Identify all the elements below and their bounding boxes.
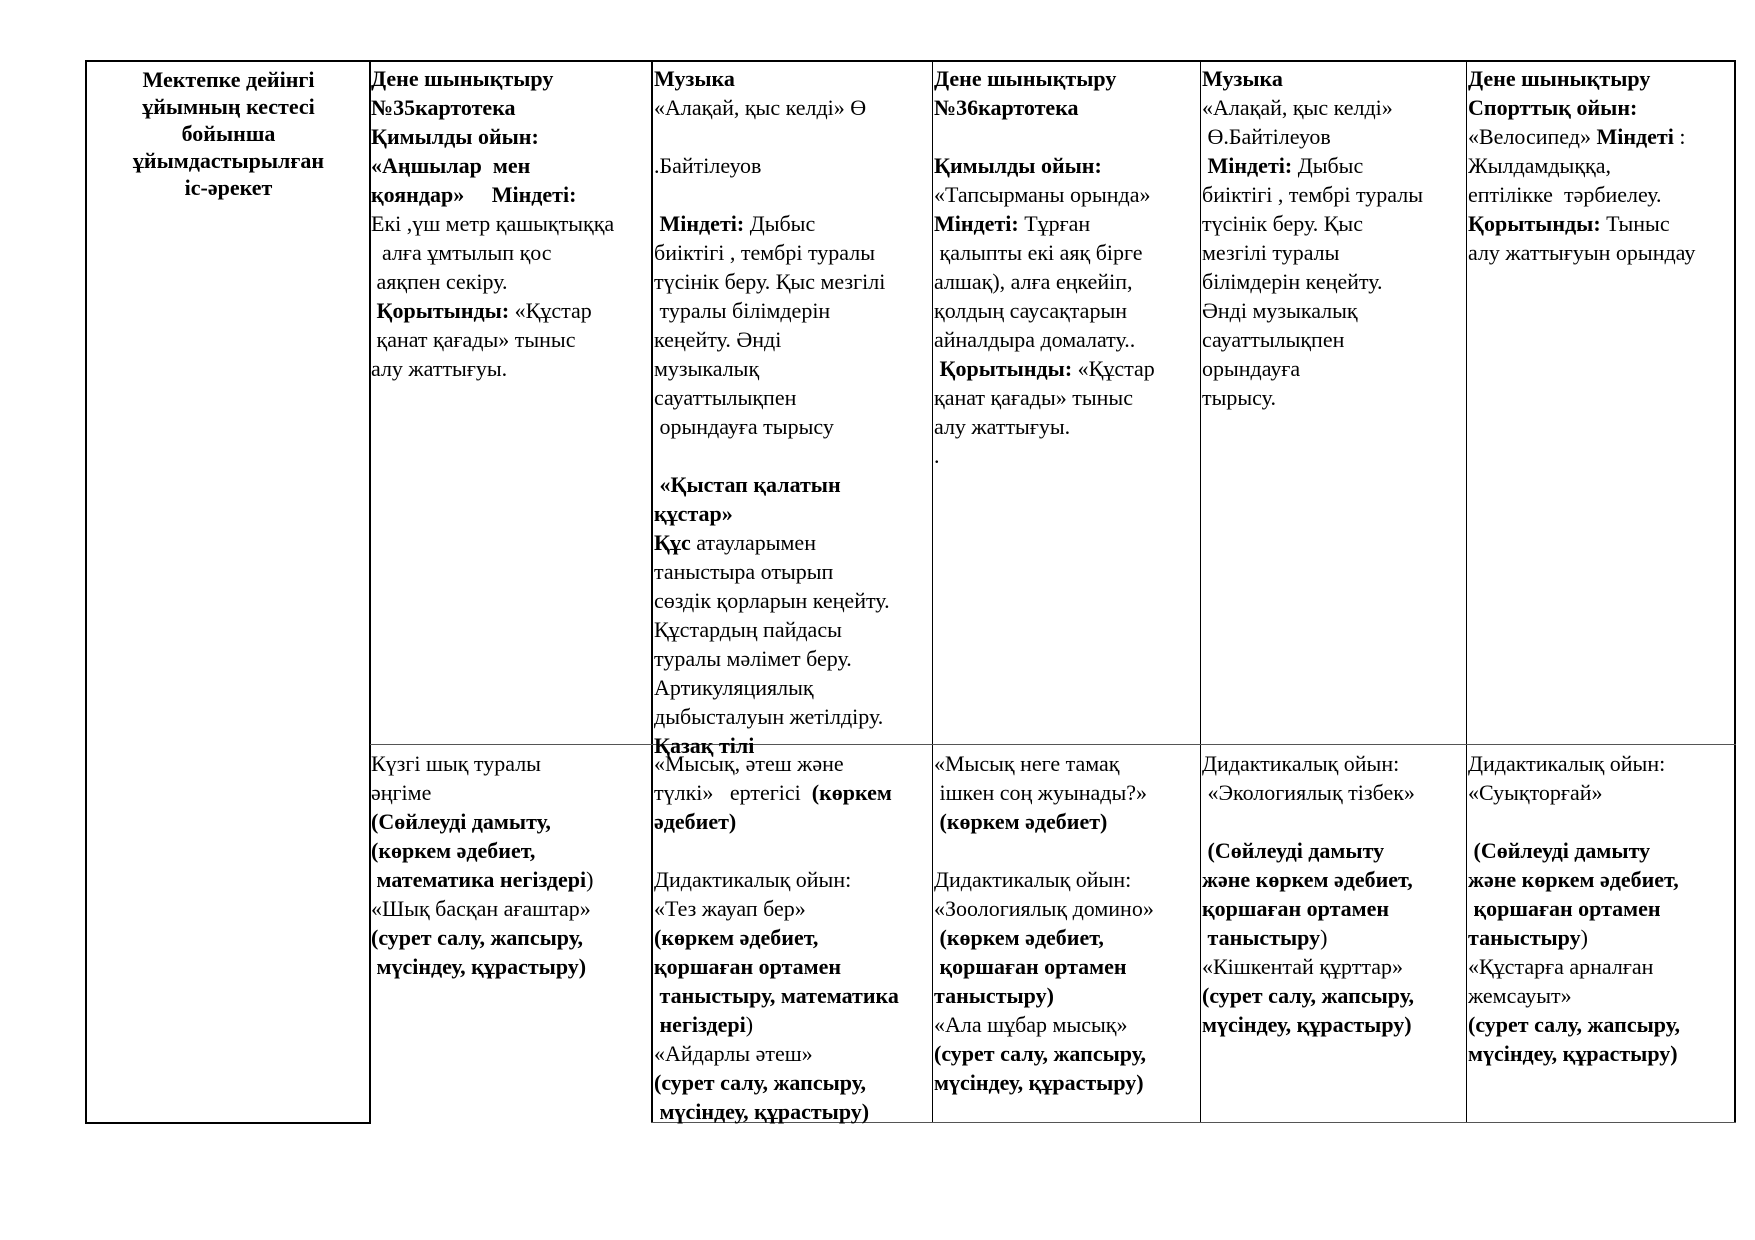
bold-text: (сурет салу, жапсыру, <box>934 1041 1146 1066</box>
bold-text: Спорттық ойын: <box>1468 95 1638 120</box>
text: алу жаттығуы. <box>934 414 1071 439</box>
cell-line <box>934 180 1199 209</box>
cell-line <box>1468 209 1732 238</box>
cell-line <box>371 122 651 151</box>
cell-line <box>1202 325 1465 354</box>
cell-line <box>371 238 651 267</box>
bold-text: (сурет салу, жапсыру, <box>371 925 583 950</box>
cell-line <box>654 644 931 673</box>
text: дыбысталуын жетілдіру. <box>654 704 884 729</box>
bold-text: қояндар» Міндеті: <box>371 182 577 207</box>
header-line: бойынша <box>181 121 276 146</box>
cell-line <box>654 296 931 325</box>
bold-text: (сурет салу, жапсыру, <box>654 1070 866 1095</box>
text: тырысу. <box>1202 385 1276 410</box>
cell-line <box>1202 238 1465 267</box>
bold-text: Музыка <box>1202 66 1283 91</box>
bold-text: әдебиет) <box>654 809 737 834</box>
cell-line <box>934 1010 1199 1039</box>
bold-text: қоршаған ортамен <box>654 954 842 979</box>
cell-line <box>371 836 651 865</box>
bold-text: таныстыру) <box>934 983 1054 1008</box>
cell-line <box>934 981 1199 1010</box>
bold-text: және көркем әдебиет, <box>1468 867 1679 892</box>
cell-line <box>654 702 931 731</box>
text: «Велосипед» <box>1468 124 1591 149</box>
text: Артикуляциялық <box>654 675 814 700</box>
cell-line <box>371 354 651 383</box>
cell-line <box>654 1010 931 1039</box>
bold-text: Міндеті: <box>654 211 745 236</box>
text: «Тапсырманы орында» <box>934 182 1151 207</box>
cell-line <box>1468 122 1732 151</box>
bold-text: мүсіндеу, құрастыру) <box>371 954 587 979</box>
text: «Құстар <box>509 298 592 323</box>
column-divider-5 <box>1466 60 1467 1123</box>
text: Тұрған <box>1018 211 1091 236</box>
bold-text: Міндеті: <box>1202 153 1293 178</box>
column-divider-2 <box>651 60 653 1123</box>
cell-line <box>654 528 931 557</box>
row2-col2-cell <box>654 749 931 1126</box>
cell-line <box>654 557 931 586</box>
cell-line <box>654 93 931 122</box>
cell-line <box>371 894 651 923</box>
text: ішкен соң жуынады?» <box>934 780 1148 805</box>
cell-line <box>1202 807 1465 836</box>
cell-line <box>1202 296 1465 325</box>
cell-line <box>654 470 931 499</box>
cell-line <box>654 894 931 923</box>
text: Дидактикалық ойын: <box>934 867 1132 892</box>
bold-text: қоршаған ортамен <box>934 954 1127 979</box>
cell-line <box>654 354 931 383</box>
bold-text: №35картотека <box>371 95 516 120</box>
cell-line <box>371 64 651 93</box>
cell-line <box>1468 865 1732 894</box>
cell-line <box>1202 122 1465 151</box>
cell-line <box>1202 267 1465 296</box>
cell-line <box>934 93 1199 122</box>
cell-line <box>371 267 651 296</box>
cell-line <box>371 151 651 180</box>
header-line: ұйымның кестесі <box>142 94 315 119</box>
bold-text: таныстыру <box>1468 925 1581 950</box>
cell-line <box>1202 180 1465 209</box>
text: ) <box>586 867 594 892</box>
cell-line <box>654 499 931 528</box>
cell-line <box>934 267 1199 296</box>
cell-line <box>371 923 651 952</box>
cell-line <box>654 441 931 470</box>
bold-text: Музыка <box>654 66 735 91</box>
text: алу жаттығуы. <box>371 356 508 381</box>
text: түсінік беру. Қыс мезгілі <box>654 269 886 294</box>
text: «Айдарлы әтеш» <box>654 1041 813 1066</box>
text: сауаттылықпен <box>654 385 797 410</box>
cell-line <box>934 923 1199 952</box>
text: туралы мәлімет беру. <box>654 646 852 671</box>
row1-col1-cell <box>371 64 651 383</box>
cell-line <box>654 209 931 238</box>
cell-line <box>1202 952 1465 981</box>
cell-line <box>934 441 1199 470</box>
cell-line <box>654 1097 931 1126</box>
header-cell <box>88 66 369 201</box>
text: қолдың саусақтарын <box>934 298 1127 323</box>
bold-text: негіздері <box>654 1012 746 1037</box>
header-line: Мектепке дейінгі <box>142 67 315 92</box>
bold-text: (Сөйлеуді дамыту <box>1202 838 1385 863</box>
cell-line <box>654 180 931 209</box>
bold-text: №36картотека <box>934 95 1079 120</box>
text: орындауға <box>1202 356 1301 381</box>
cell-line <box>934 383 1199 412</box>
cell-line <box>1468 836 1732 865</box>
text: Әнді музыкалық <box>1202 298 1358 323</box>
cell-line <box>1468 923 1732 952</box>
row1-col3-cell <box>934 64 1199 470</box>
cell-line <box>654 151 931 180</box>
column-divider-4 <box>1200 60 1201 1123</box>
cell-line <box>654 836 931 865</box>
cell-line <box>1468 180 1732 209</box>
bold-text: Дене шынықтыру <box>1468 66 1651 91</box>
cell-line <box>1202 151 1465 180</box>
text: музыкалық <box>654 356 760 381</box>
text: «Шық басқан ағаштар» <box>371 896 591 921</box>
cell-line <box>1202 749 1465 778</box>
cell-line <box>654 981 931 1010</box>
cell-line <box>934 151 1199 180</box>
row2-col3-cell <box>934 749 1199 1097</box>
text: қалыпты екі аяқ бірге <box>934 240 1143 265</box>
text: алшақ), алға еңкейіп, <box>934 269 1133 294</box>
text: алға ұмтылып қос <box>371 240 552 265</box>
bold-text: Дене шынықтыру <box>934 66 1117 91</box>
cell-line <box>654 1068 931 1097</box>
bold-text: және көркем әдебиет, <box>1202 867 1413 892</box>
text: «Алақай, қыс келді» <box>1202 95 1393 120</box>
column-divider-3 <box>932 60 933 1123</box>
cell-line <box>371 296 651 325</box>
text: Ө.Байтілеуов <box>1202 124 1331 149</box>
cell-line <box>654 923 931 952</box>
text: Құстардың пайдасы <box>654 617 842 642</box>
text: Дидактикалық ойын: <box>1468 751 1666 776</box>
bold-text: Қимылды ойын: <box>371 124 539 149</box>
cell-line <box>654 865 931 894</box>
text: «Мысық неге тамақ <box>934 751 1120 776</box>
row2-col4-cell <box>1202 749 1465 1039</box>
cell-line <box>371 952 651 981</box>
text: таныстыра отырып <box>654 559 834 584</box>
cell-line <box>1468 952 1732 981</box>
text: Дыбыс <box>744 211 816 236</box>
text: алу жаттығуын орындау <box>1468 240 1696 265</box>
text: биіктігі , тембрі туралы <box>654 240 875 265</box>
cell-line <box>654 383 931 412</box>
text: «Суықторғай» <box>1468 780 1603 805</box>
bold-text: қоршаған ортамен <box>1202 896 1390 921</box>
bold-text: «Аңшылар мен <box>371 153 531 178</box>
text: білімдерін кеңейту. <box>1202 269 1383 294</box>
cell-line <box>654 778 931 807</box>
text: мезгілі туралы <box>1202 240 1340 265</box>
bold-text: таныстыру, математика <box>654 983 899 1008</box>
cell-line <box>1468 64 1732 93</box>
cell-line <box>654 807 931 836</box>
text: түлкі» ертегісі <box>654 780 812 805</box>
text: «Тез жауап бер» <box>654 896 806 921</box>
text: «Құстар <box>1072 356 1155 381</box>
cell-line <box>371 778 651 807</box>
text: қанат қағады» тыныс <box>371 327 576 352</box>
cell-line <box>934 238 1199 267</box>
cell-line <box>934 894 1199 923</box>
cell-line <box>654 238 931 267</box>
bold-text: (сурет салу, жапсыру, <box>1468 1012 1680 1037</box>
bold-text: Дене шынықтыру <box>371 66 554 91</box>
row-divider <box>370 744 1736 745</box>
bold-text: мүсіндеу, құрастыру) <box>934 1070 1144 1095</box>
text: аяқпен секіру. <box>371 269 508 294</box>
bold-text: Қорытынды: <box>371 298 510 323</box>
cell-line <box>1202 383 1465 412</box>
cell-line <box>934 836 1199 865</box>
text: сауаттылықпен <box>1202 327 1345 352</box>
row1-col2-cell <box>654 64 931 760</box>
row2-col1-cell <box>371 749 651 981</box>
cell-line <box>1202 1010 1465 1039</box>
cell-line <box>371 865 651 894</box>
text: «Құстарға арналған <box>1468 954 1654 979</box>
text: «Мысық, әтеш және <box>654 751 844 776</box>
cell-line <box>934 296 1199 325</box>
cell-line <box>371 325 651 354</box>
cell-line <box>1468 238 1732 267</box>
text: сөздік қорларын кеңейту. <box>654 588 890 613</box>
bold-text: (көркем әдебиет, <box>371 838 536 863</box>
cell-line <box>1202 93 1465 122</box>
header-line: іс-әрекет <box>184 175 273 200</box>
cell-line <box>654 1039 931 1068</box>
cell-line <box>654 673 931 702</box>
cell-line <box>1468 981 1732 1010</box>
bold-text: (сурет салу, жапсыру, <box>1202 983 1414 1008</box>
bold-text: (көркем әдебиет) <box>934 809 1108 834</box>
bold-text: мүсіндеу, құрастыру) <box>1202 1012 1412 1037</box>
cell-line <box>934 952 1199 981</box>
bold-text: мүсіндеу, құрастыру) <box>654 1099 870 1124</box>
text: ) <box>745 1012 754 1037</box>
header-cell-bottom-border <box>85 1122 370 1124</box>
cell-line <box>371 209 651 238</box>
bold-text: (Сөйлеуді дамыту, <box>371 809 551 834</box>
bold-text: Міндеті: <box>934 211 1019 236</box>
cell-line <box>1468 894 1732 923</box>
bold-text: Құс <box>654 530 691 555</box>
cell-line <box>1468 749 1732 778</box>
cell-line <box>1202 836 1465 865</box>
cell-line <box>1202 209 1465 238</box>
bold-text: (көркем <box>811 780 892 805</box>
text: «Зоологиялық домино» <box>934 896 1154 921</box>
table-left-border <box>85 60 87 1124</box>
cell-line <box>654 615 931 644</box>
cell-line <box>1468 778 1732 807</box>
text: түсінік беру. Қыс <box>1202 211 1363 236</box>
cell-line <box>1468 807 1732 836</box>
text: биіктігі , тембрі туралы <box>1202 182 1423 207</box>
cell-line <box>934 325 1199 354</box>
cell-line <box>371 180 651 209</box>
text: «Ала шұбар мысық» <box>934 1012 1128 1037</box>
bold-text: қоршаған ортамен <box>1468 896 1661 921</box>
text: . <box>934 443 940 468</box>
bold-text: Қазақ тілі <box>654 733 755 758</box>
cell-line <box>654 122 931 151</box>
cell-line <box>934 64 1199 93</box>
header-line: ұйымдастырылған <box>132 148 325 173</box>
bold-text: құстар» <box>654 501 733 526</box>
cell-line <box>934 354 1199 383</box>
text: «Алақай, қыс келді» Ө <box>654 95 867 120</box>
cell-line <box>1202 354 1465 383</box>
cell-line <box>654 749 931 778</box>
cell-line <box>371 749 651 778</box>
bold-text: Қорытынды: <box>934 356 1073 381</box>
cell-line <box>934 865 1199 894</box>
bold-text: Қимылды ойын: <box>934 153 1102 178</box>
bold-text: (Сөйлеуді дамыту <box>1468 838 1651 863</box>
cell-line <box>1468 151 1732 180</box>
cell-line <box>654 412 931 441</box>
cell-line <box>1202 981 1465 1010</box>
table-top-border <box>85 60 1736 62</box>
cell-line <box>654 267 931 296</box>
cell-line <box>934 1039 1199 1068</box>
cell-line <box>1468 1010 1732 1039</box>
cell-line <box>1202 778 1465 807</box>
cell-line <box>934 209 1199 238</box>
text: Дыбыс <box>1292 153 1364 178</box>
cell-line <box>1202 923 1465 952</box>
text: Дидактикалық ойын: <box>1202 751 1400 776</box>
bold-text: (көркем әдебиет, <box>934 925 1104 950</box>
cell-line <box>934 122 1199 151</box>
cell-line <box>934 412 1199 441</box>
cell-line <box>1468 1039 1732 1068</box>
text: Жылдамдыққа, <box>1468 153 1611 178</box>
bold-text: математика негіздері <box>371 867 587 892</box>
text: айналдыра домалату.. <box>934 327 1136 352</box>
bold-text: Міндеті <box>1590 124 1674 149</box>
text: кеңейту. Әнді <box>654 327 782 352</box>
text: жемсауыт» <box>1468 983 1572 1008</box>
text: әңгіме <box>371 780 432 805</box>
bold-text: «Қыстап қалатын <box>654 472 841 497</box>
cell-line <box>1202 865 1465 894</box>
row1-col4-cell <box>1202 64 1465 412</box>
cell-line <box>654 952 931 981</box>
text: ) <box>1320 925 1328 950</box>
cell-line <box>934 749 1199 778</box>
cell-line <box>371 93 651 122</box>
text: : <box>1673 124 1686 149</box>
bold-text: таныстыру <box>1202 925 1321 950</box>
bold-text: мүсіндеу, құрастыру) <box>1468 1041 1678 1066</box>
table-right-border <box>1734 60 1736 1123</box>
cell-line <box>371 807 651 836</box>
text: қанат қағады» тыныс <box>934 385 1133 410</box>
cell-line <box>654 586 931 615</box>
cell-line <box>654 325 931 354</box>
cell-line <box>1202 894 1465 923</box>
text: Тыныс <box>1600 211 1670 236</box>
text: .Байтілеуов <box>654 153 762 178</box>
bold-text: Қорытынды: <box>1468 211 1601 236</box>
text: ептілікке тәрбиелеу. <box>1468 182 1662 207</box>
cell-line <box>934 778 1199 807</box>
cell-line <box>934 807 1199 836</box>
bold-text: (көркем әдебиет, <box>654 925 819 950</box>
cell-line <box>654 64 931 93</box>
row2-col5-cell <box>1468 749 1732 1068</box>
text: Екі ,үш метр қашықтыққа <box>371 211 615 236</box>
text: Дидактикалық ойын: <box>654 867 852 892</box>
row1-col5-cell <box>1468 64 1732 267</box>
cell-line <box>934 1068 1199 1097</box>
text: «Кішкентай құрттар» <box>1202 954 1403 979</box>
text: атауларымен <box>690 530 816 555</box>
text: туралы білімдерін <box>654 298 831 323</box>
cell-line <box>1468 93 1732 122</box>
text: «Экологиялық тізбек» <box>1202 780 1415 805</box>
text: ) <box>1580 925 1588 950</box>
text: орындауға тырысу <box>654 414 834 439</box>
text: Күзгі шық туралы <box>371 751 541 776</box>
cell-line <box>1202 64 1465 93</box>
